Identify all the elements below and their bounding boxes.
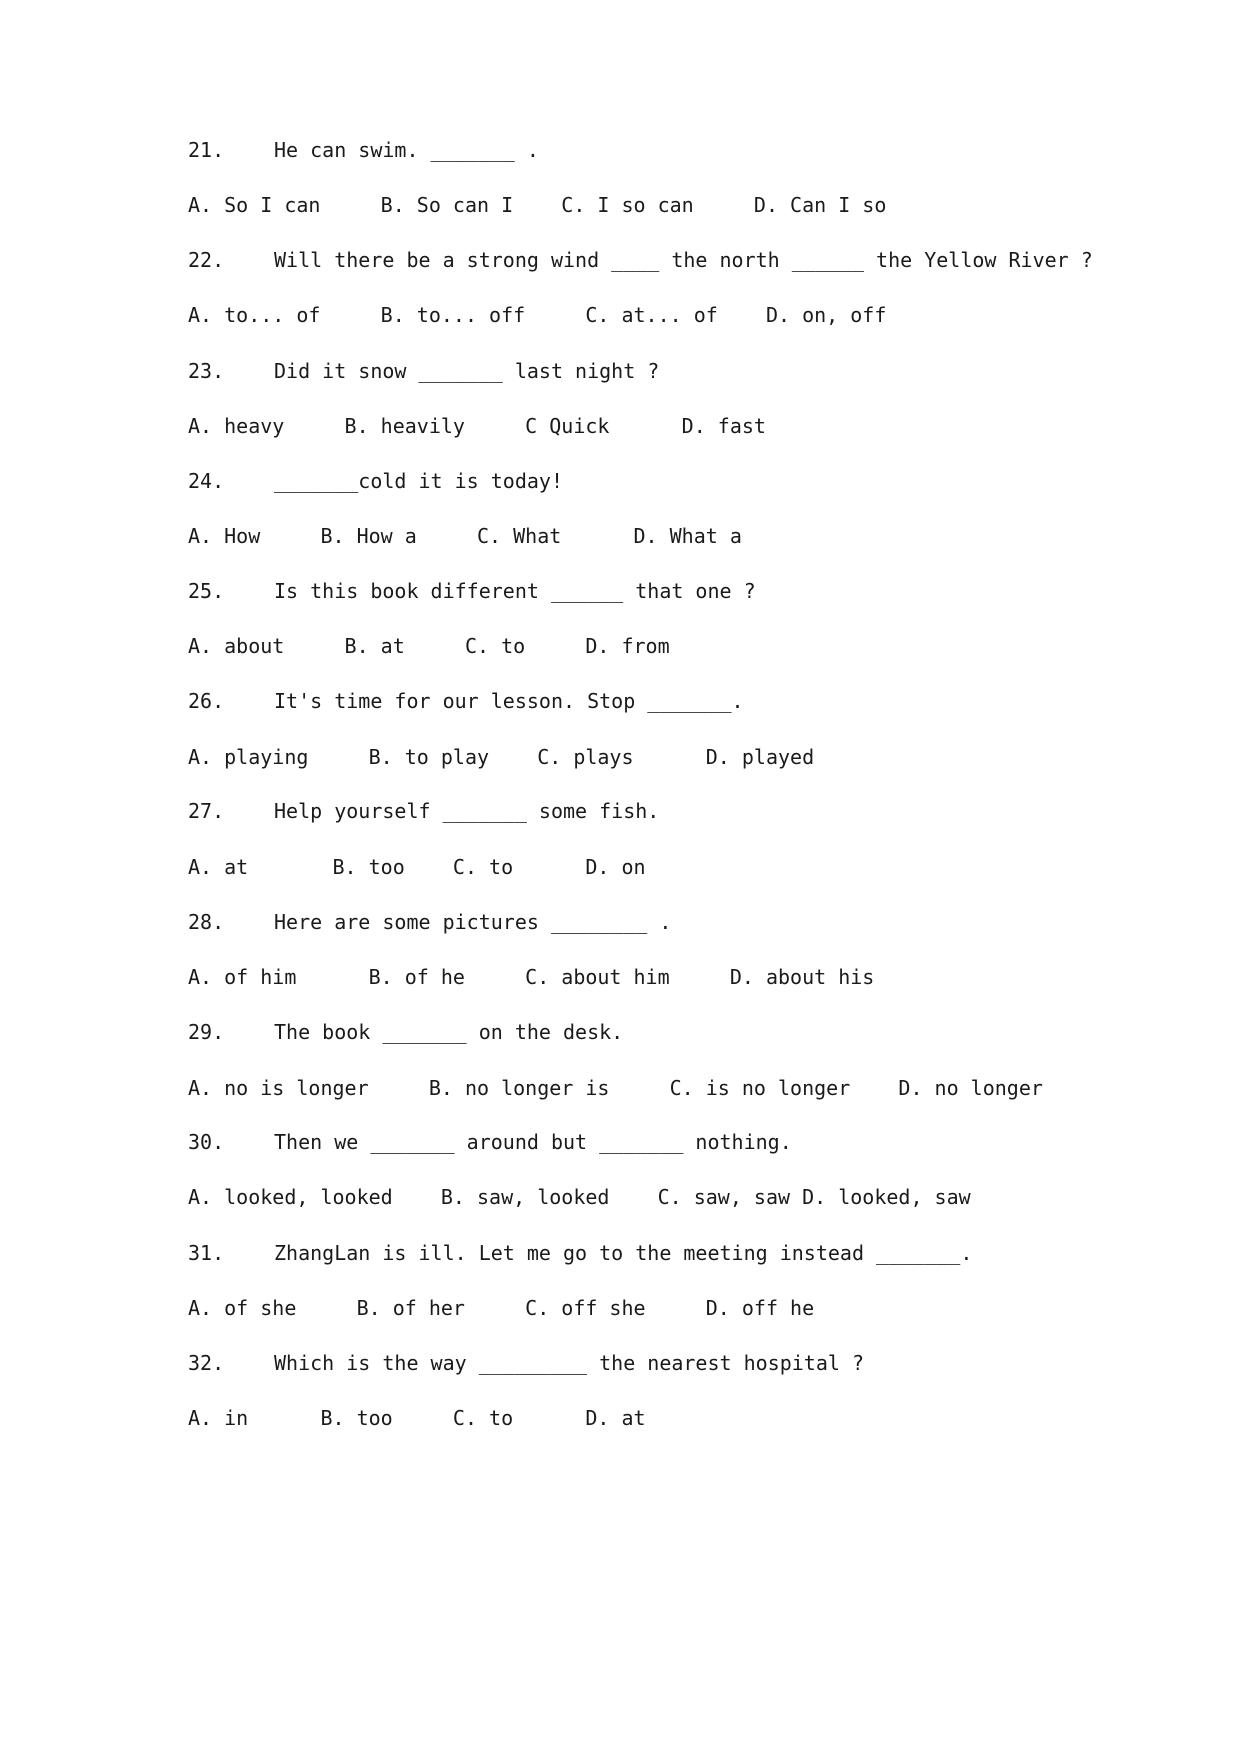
question-26 [188,689,744,713]
options-26: A. playing B. to play C. plays D. played [188,745,815,769]
question-31 [188,1241,972,1265]
question-number: 25. [188,579,225,603]
question-text: Help yourself _______ some fish. [274,799,660,823]
question-27 [188,799,659,823]
question-25 [188,579,756,603]
question-number: 27. [188,799,225,823]
options-25: A. about B. at C. to D. from [188,634,670,658]
question-number: 28. [188,910,225,934]
question-text: Will there be a strong wind ____ the north ______ the Yellow River ? [274,248,1093,272]
question-number: 32. [188,1351,225,1375]
question-24 [188,469,563,493]
options-30: A. looked, looked B. saw, looked C. saw, saw D. looked, saw [188,1185,971,1209]
options-29: A. no is longer B. no longer is C. is no longer D. no longer [188,1076,1043,1100]
question-text: Did it snow _______ last night ? [274,359,660,383]
options-28: A. of him B. of he C. about him D. about his [188,965,875,989]
options-31: A. of she B. of her C. off she D. off he [188,1296,815,1320]
question-number: 29. [188,1020,225,1044]
question-number: 30. [188,1130,225,1154]
question-number: 21. [188,138,225,162]
question-text: Which is the way _________ the nearest hospital ? [274,1351,865,1375]
question-text: The book _______ on the desk. [274,1020,624,1044]
question-number: 26. [188,689,225,713]
question-text: _______cold it is today! [274,469,563,493]
question-32 [188,1351,864,1375]
question-text: Is this book different ______ that one ? [274,579,756,603]
options-22: A. to... of B. to... off C. at... of D. on, off [188,303,887,327]
question-text: ZhangLan is ill. Let me go to the meeting instead _______. [274,1241,973,1265]
question-text: Here are some pictures ________ . [274,910,672,934]
question-21 [188,138,539,162]
options-32: A. in B. too C. to D. at [188,1406,646,1430]
options-21: A. So I can B. So can I C. I so can D. Can I so [188,193,887,217]
question-text: He can swim. _______ . [274,138,539,162]
question-text: It's time for our lesson. Stop _______. [274,689,744,713]
options-23: A. heavy B. heavily C Quick D. fast [188,414,766,438]
question-28 [188,910,671,934]
question-29 [188,1020,623,1044]
question-22 [188,248,1093,272]
question-number: 31. [188,1241,225,1265]
options-27: A. at B. too C. to D. on [188,855,646,879]
question-23 [188,359,659,383]
question-number: 23. [188,359,225,383]
question-number: 22. [188,248,225,272]
question-30 [188,1130,792,1154]
question-number: 24. [188,469,225,493]
options-24: A. How B. How a C. What D. What a [188,524,742,548]
question-text: Then we _______ around but _______ nothing. [274,1130,792,1154]
